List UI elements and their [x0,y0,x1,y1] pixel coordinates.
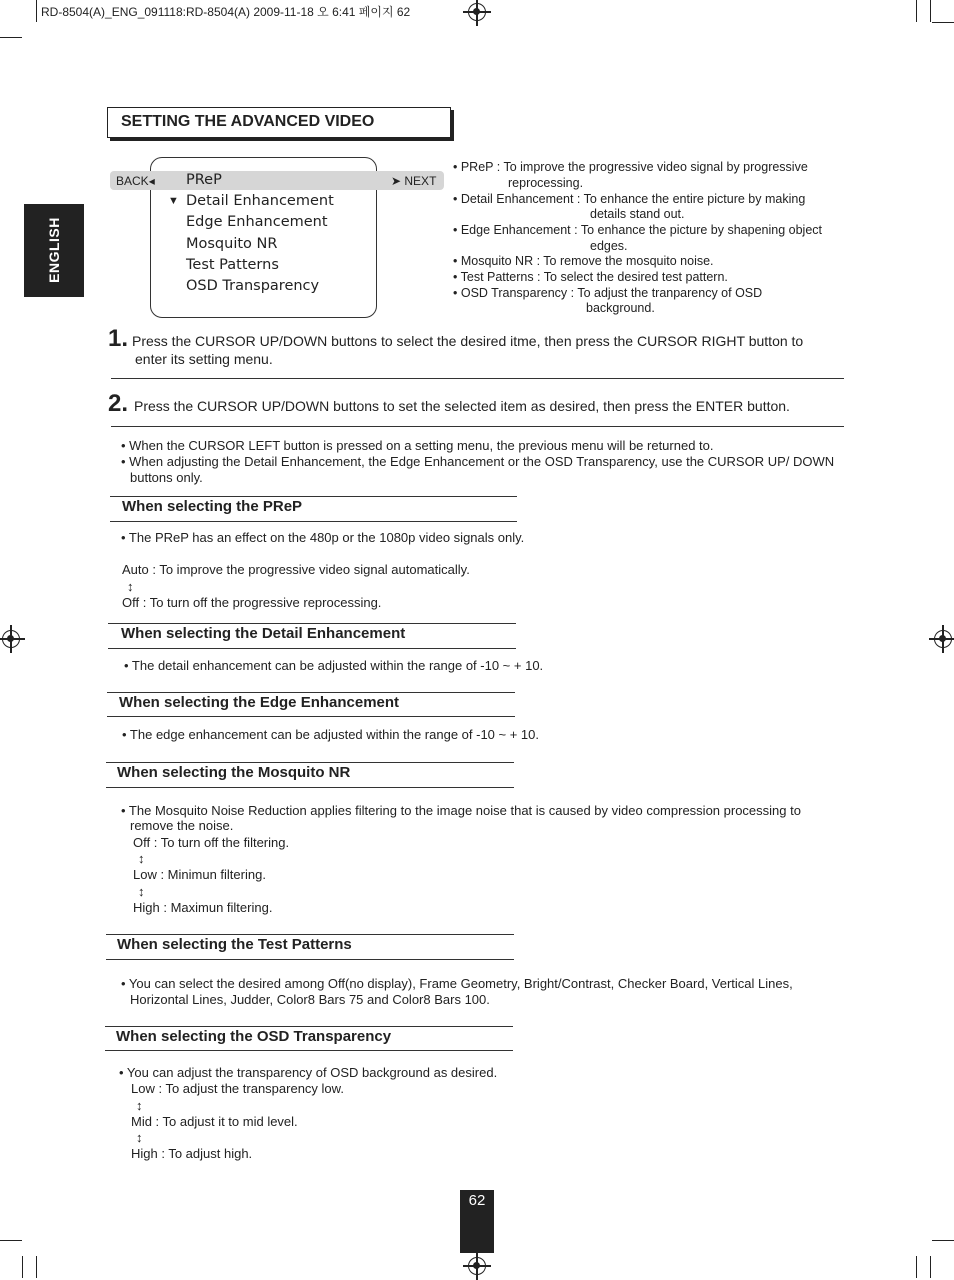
note-line: • When adjusting the Detail Enhancement, the Edge Enhancement or the OSD Transparency, use the CURSOR UP/ DOWN [121,454,835,469]
step-text: Press the CURSOR UP/DOWN buttons to select the desired itme, then press the CURSOR RIGHT button to [132,333,804,349]
section-heading: When selecting the PReP [122,498,303,515]
registration-mark-icon [468,3,486,21]
updown-arrow-icon: ↕ [138,884,145,899]
divider [106,762,514,763]
language-tab-label: ENGLISH [46,217,62,283]
arrow-right-icon: ➤ [391,174,405,188]
updown-arrow-icon: ↕ [136,1098,143,1113]
body-line: Auto : To improve the progressive video signal automatically. [122,562,470,577]
crop-mark [22,1256,23,1278]
updown-arrow-icon: ↕ [138,851,145,866]
back-label: BACK [116,174,149,188]
divider [106,934,514,935]
arrow-left-icon: ◂ [148,174,155,188]
body-line: remove the noise. [130,818,234,833]
description-line: • Test Patterns : To select the desired test pattern. [453,270,728,284]
body-line: Off : To turn off the filtering. [133,835,290,850]
body-line: • You can select the desired among Off(no display), Frame Geometry, Bright/Contrast, Checker Board, Vertical Lines, [121,976,793,991]
note-line: • When the CURSOR LEFT button is pressed on a setting menu, the previous menu will be returned to. [121,438,714,453]
osd-menu-item: Detail Enhancement [186,193,334,209]
crop-mark [932,1240,954,1241]
body-line: Low : To adjust the transparency low. [131,1081,344,1096]
section-heading: When selecting the Edge Enhancement [119,694,400,711]
divider [106,787,514,788]
body-line: Horizontal Lines, Judder, Color8 Bars 75 and Color8 Bars 100. [130,992,490,1007]
divider [111,378,844,379]
updown-arrow-icon: ↕ [127,579,134,594]
updown-arrow-icon: ↕ [136,1130,143,1145]
crop-mark [0,37,22,38]
section-heading: When selecting the Mosquito NR [117,764,351,781]
body-line: • You can adjust the transparency of OSD background as desired. [119,1065,498,1080]
crop-mark [36,1256,37,1278]
section-title-box [107,107,451,138]
registration-mark-icon [2,630,20,648]
section-heading: When selecting the Test Patterns [117,936,352,953]
step-number: 1. [108,325,129,352]
registration-mark-icon [468,1257,486,1275]
body-line: High : Maximun filtering. [133,900,273,915]
crop-mark [36,0,37,22]
description-line: background. [586,301,655,315]
section-heading: When selecting the OSD Transparency [116,1028,392,1045]
body-line: Low : Minimun filtering. [133,867,266,882]
divider [105,1026,513,1027]
crop-mark [916,0,917,22]
next-label: NEXT [404,174,437,188]
description-line: reprocessing. [508,176,584,190]
page-number-tab [460,1190,494,1253]
body-line: • The PReP has an effect on the 480p or the 1080p video signals only. [121,530,525,545]
description-line: • PReP : To improve the progressive video signal by progressive [453,160,808,174]
body-line: • The Mosquito Noise Reduction applies filtering to the image noise that is caused by video compression processing to [121,803,801,818]
description-line: details stand out. [590,207,685,221]
osd-menu-item: Test Patterns [186,257,279,273]
description-line: • Edge Enhancement : To enhance the picture by shapening object [453,223,822,237]
language-tab [24,204,84,297]
divider [110,496,517,497]
osd-menu-item: PReP [186,172,222,188]
osd-back-nav [116,174,155,188]
triangle-down-icon: ▼ [168,195,179,207]
description-line: • Mosquito NR : To remove the mosquito noise. [453,254,714,268]
note-line: buttons only. [130,470,203,485]
body-line: • The detail enhancement can be adjusted within the range of -10 ~ + 10. [124,658,544,673]
description-line: edges. [590,239,628,253]
crop-mark [932,22,954,23]
page-number: 62 [468,1192,486,1209]
step-text: enter its setting menu. [135,351,273,367]
body-line: Off : To turn off the progressive reprocessing. [122,595,382,610]
page-title: SETTING THE ADVANCED VIDEO [121,113,375,130]
step-text: Press the CURSOR UP/DOWN buttons to set the selected item as desired, then press the ENTER button. [134,398,790,414]
divider [106,959,514,960]
osd-menu-item: Edge Enhancement [186,214,328,230]
body-line: Mid : To adjust it to mid level. [131,1114,298,1129]
description-line: • OSD Transparency : To adjust the tranparency of OSD [453,286,763,300]
divider [110,521,517,522]
crop-mark [930,0,931,22]
crop-mark [0,1240,22,1241]
divider [107,692,515,693]
body-line: High : To adjust high. [131,1146,253,1161]
step-number: 2. [108,390,129,417]
divider [107,716,515,717]
crop-mark [930,1256,931,1278]
body-line: • The edge enhancement can be adjusted within the range of -10 ~ + 10. [122,727,539,742]
divider [108,648,516,649]
section-heading: When selecting the Detail Enhancement [121,625,406,642]
osd-next-nav [391,174,436,188]
osd-menu-item: Mosquito NR [186,236,278,252]
divider [105,1050,513,1051]
divider [108,623,516,624]
description-line: • Detail Enhancement : To enhance the entire picture by making [453,192,806,206]
print-header: RD-8504(A)_ENG_091118:RD-8504(A) 2009-11-18 오 6:41 페이지 62 [41,5,411,19]
osd-menu-item: OSD Transparency [186,278,320,294]
divider [111,426,844,427]
crop-mark [916,1256,917,1278]
registration-mark-icon [934,630,952,648]
